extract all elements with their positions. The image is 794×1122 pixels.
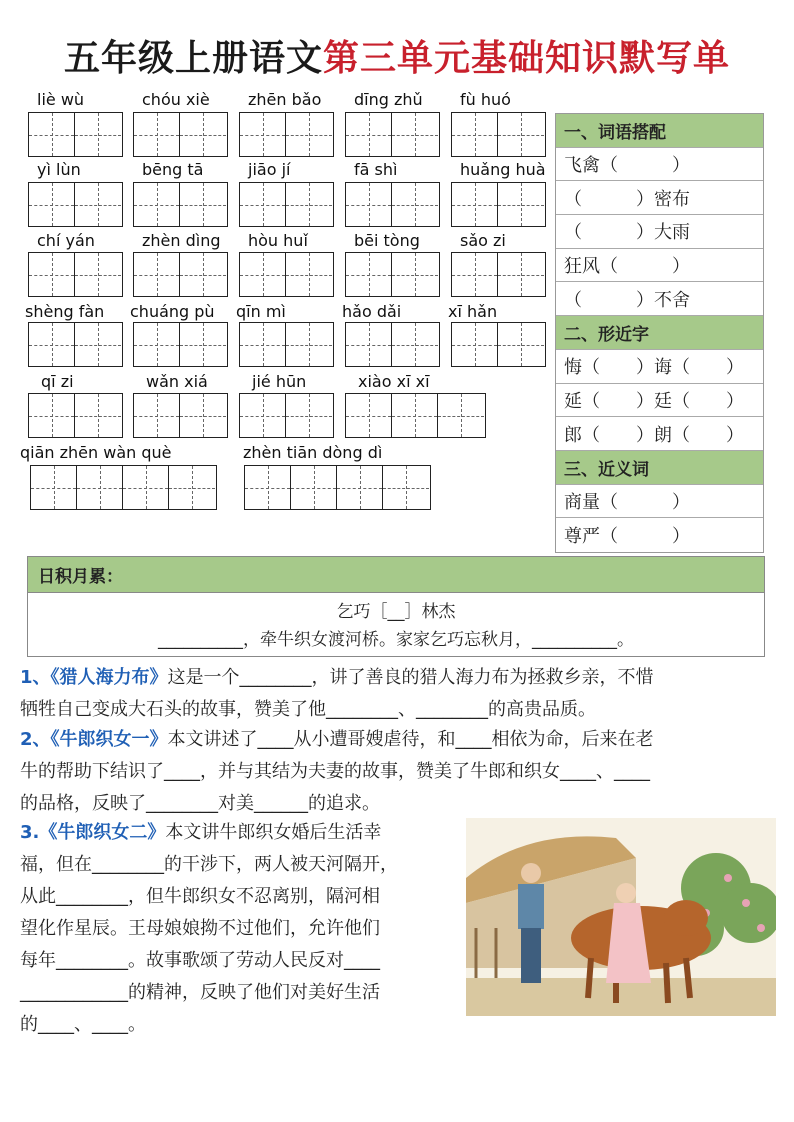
q1-title: 1、《猎人海力布》 (20, 667, 168, 688)
poem-line: __________，牵牛织女渡河桥。家家乞巧忘秋月，__________。 (158, 630, 634, 650)
writing-boxes[interactable] (133, 393, 228, 438)
writing-cell[interactable] (286, 113, 332, 156)
pinyin-label: bēng tā (142, 160, 204, 179)
pinyin-label: fā shì (354, 160, 398, 179)
pinyin-label: fù huó (460, 90, 511, 109)
writing-boxes[interactable] (28, 112, 123, 157)
table-section-header: 二、形近字 (556, 316, 763, 350)
writing-boxes[interactable] (345, 322, 440, 367)
writing-cell[interactable] (134, 183, 180, 226)
writing-cell[interactable] (180, 323, 226, 366)
pinyin-label: qī zi (41, 372, 74, 391)
writing-cell[interactable] (134, 113, 180, 156)
writing-boxes[interactable] (28, 393, 123, 438)
writing-boxes[interactable] (239, 393, 334, 438)
q3-title: 3.《牛郎织女二》 (20, 822, 166, 843)
writing-boxes[interactable] (244, 465, 431, 510)
table-section-header: 一、词语搭配 (556, 114, 763, 148)
pinyin-label: shèng fàn (25, 302, 105, 321)
writing-cell[interactable] (291, 466, 337, 509)
pinyin-label: chí yán (37, 231, 95, 250)
writing-boxes[interactable] (133, 112, 228, 157)
writing-cell[interactable] (123, 466, 169, 509)
table-row[interactable]: 狂风（ ） (556, 249, 763, 283)
pinyin-label: hǎo dǎi (342, 302, 402, 321)
writing-cell[interactable] (77, 466, 123, 509)
writing-boxes[interactable] (133, 182, 228, 227)
writing-boxes[interactable] (451, 112, 546, 157)
pinyin-label: qīn mì (236, 302, 286, 321)
writing-cell[interactable] (498, 253, 544, 296)
pinyin-label: wǎn xiá (146, 372, 208, 391)
writing-cell[interactable] (346, 253, 392, 296)
writing-boxes[interactable] (345, 252, 440, 297)
pinyin-label: xiào xī xī (358, 372, 430, 391)
table-row[interactable]: 商量（ ） (556, 485, 763, 519)
writing-cell[interactable] (286, 323, 332, 366)
writing-cell[interactable] (180, 113, 226, 156)
writing-boxes[interactable] (239, 112, 334, 157)
writing-cell[interactable] (286, 183, 332, 226)
table-row[interactable]: 延（ ）廷（ ） (556, 384, 763, 418)
writing-cell[interactable] (286, 394, 332, 437)
writing-cell[interactable] (29, 323, 75, 366)
writing-cell[interactable] (383, 466, 429, 509)
q2-title: 2、《牛郎织女一》 (20, 729, 168, 750)
writing-cell[interactable] (180, 394, 226, 437)
pinyin-label: yì lùn (37, 160, 81, 179)
table-row[interactable]: 郎（ ）朗（ ） (556, 417, 763, 451)
writing-cell[interactable] (392, 183, 438, 226)
pinyin-label: sǎo zi (460, 231, 506, 250)
pinyin-label: hòu huǐ (248, 231, 308, 250)
writing-cell[interactable] (498, 183, 544, 226)
pinyin-label: chuáng pù (130, 302, 215, 321)
writing-cell[interactable] (392, 113, 438, 156)
pinyin-label: zhèn dìng (142, 231, 221, 250)
writing-boxes[interactable] (345, 182, 440, 227)
writing-cell[interactable] (134, 253, 180, 296)
writing-boxes[interactable] (133, 252, 228, 297)
writing-boxes[interactable] (28, 322, 123, 367)
pinyin-label: zhēn bǎo (248, 90, 322, 109)
writing-cell[interactable] (346, 183, 392, 226)
writing-boxes[interactable] (451, 182, 546, 227)
table-row[interactable]: 飞禽（ ） (556, 148, 763, 182)
table-row[interactable]: （ ）大雨 (556, 215, 763, 249)
writing-boxes[interactable] (239, 252, 334, 297)
pinyin-label: dīng zhǔ (354, 90, 423, 109)
writing-cell[interactable] (29, 394, 75, 437)
writing-boxes[interactable] (28, 252, 123, 297)
poem-title: 乞巧［__］林杰 (336, 602, 456, 622)
writing-cell[interactable] (29, 113, 75, 156)
writing-cell[interactable] (392, 253, 438, 296)
pinyin-label: jiāo jí (248, 160, 291, 179)
writing-cell[interactable] (452, 113, 498, 156)
writing-cell[interactable] (29, 253, 75, 296)
writing-boxes[interactable] (239, 322, 334, 367)
writing-boxes[interactable] (239, 182, 334, 227)
exercise-table (555, 113, 764, 553)
writing-boxes[interactable] (345, 112, 440, 157)
writing-boxes[interactable] (451, 322, 546, 367)
pinyin-label: zhèn tiān dòng dì (243, 443, 383, 462)
writing-cell[interactable] (498, 323, 544, 366)
question-3: 3.《牛郎织女二》本文讲牛郎织女婚后生活幸 福，但在________的干涉下，两人被天河隔开， 从此________，但牛郎织女不忍离别，隔河相 望化作星辰。王母娘娘拗不过他们，允许他们 每年________。故事歌颂了劳动人民反对____ ____________的精神，反映了他们对美好生活 的____、____。 (20, 822, 398, 1035)
writing-cell[interactable] (452, 323, 498, 366)
writing-cell[interactable] (240, 323, 286, 366)
writing-cell[interactable] (240, 253, 286, 296)
writing-cell[interactable] (392, 394, 438, 437)
table-row[interactable]: 尊严（ ） (564, 526, 690, 548)
writing-cell[interactable] (240, 394, 286, 437)
table-section-header: 三、近义词 (556, 451, 763, 485)
writing-boxes[interactable] (30, 465, 217, 510)
pinyin-label: liè wù (37, 90, 85, 109)
writing-cell[interactable] (346, 323, 392, 366)
writing-cell[interactable] (240, 183, 286, 226)
writing-boxes[interactable] (133, 322, 228, 367)
writing-cell[interactable] (337, 466, 383, 509)
writing-cell[interactable] (438, 394, 484, 437)
writing-boxes[interactable] (451, 252, 546, 297)
writing-cell[interactable] (134, 394, 180, 437)
pinyin-label: xī hǎn (448, 302, 498, 321)
writing-cell[interactable] (75, 253, 121, 296)
writing-cell[interactable] (498, 113, 544, 156)
writing-cell[interactable] (75, 323, 121, 366)
writing-cell[interactable] (452, 183, 498, 226)
writing-cell[interactable] (180, 253, 226, 296)
table-row[interactable]: （ ）不舍 (556, 282, 763, 316)
pinyin-label: qiān zhēn wàn què (20, 443, 172, 462)
table-row[interactable]: 悔（ ）诲（ ） (556, 350, 763, 384)
question-2: 2、《牛郎织女一》本文讲述了____从小遭哥嫂虐待，和____相依为命，后来在老 牛的帮助下结识了____，并与其结为夫妻的故事，赞美了牛郎和织女____、____ 的品格，反映了________对美______的追求。 (20, 729, 654, 814)
pinyin-label: chóu xiè (142, 90, 210, 109)
writing-cell[interactable] (31, 466, 77, 509)
writing-cell[interactable] (452, 253, 498, 296)
writing-cell[interactable] (75, 394, 121, 437)
writing-cell[interactable] (180, 183, 226, 226)
pinyin-label: huǎng huà (460, 160, 546, 179)
writing-cell[interactable] (169, 466, 215, 509)
writing-cell[interactable] (346, 113, 392, 156)
pinyin-label: jié hūn (252, 372, 307, 391)
writing-cell[interactable] (346, 394, 392, 437)
pinyin-label: bēi tòng (354, 231, 420, 250)
accumulation-box (27, 556, 765, 657)
writing-cell[interactable] (240, 113, 286, 156)
writing-cell[interactable] (245, 466, 291, 509)
table-row[interactable]: （ ）密布 (556, 181, 763, 215)
writing-boxes[interactable] (345, 393, 486, 438)
writing-cell[interactable] (75, 183, 121, 226)
cowherd-weaver-illustration (466, 818, 776, 1016)
accumulation-header: 日积月累： (28, 557, 764, 593)
writing-cell[interactable] (286, 253, 332, 296)
writing-cell[interactable] (134, 323, 180, 366)
question-1: 1、《猎人海力布》这是一个________，讲了善良的猎人海力布为拯救乡亲，不惜 牺牲自己变成大石头的故事，赞美了他________、________的高贵品质。 (20, 667, 654, 720)
page-title: 五年级上册语文第三单元基础知识默写单 (63, 38, 731, 79)
writing-boxes[interactable] (28, 182, 123, 227)
writing-cell[interactable] (75, 113, 121, 156)
writing-cell[interactable] (29, 183, 75, 226)
writing-cell[interactable] (392, 323, 438, 366)
